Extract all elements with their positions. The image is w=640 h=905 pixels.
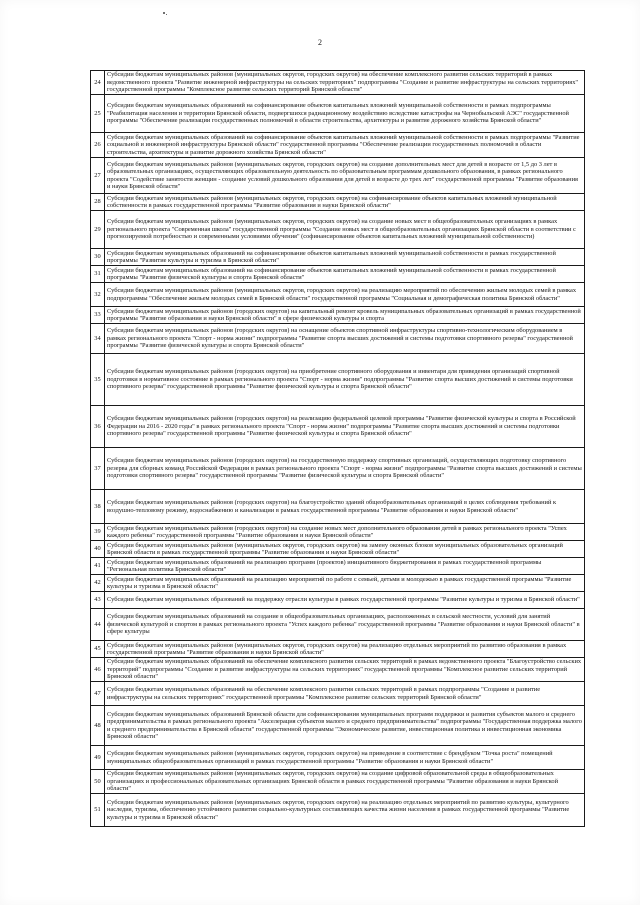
row-number: 35 [91, 354, 105, 406]
row-number: 26 [91, 133, 105, 158]
row-number: 44 [91, 609, 105, 641]
subsidy-table [90, 70, 585, 827]
row-number: 24 [91, 71, 105, 95]
row-description: Субсидии бюджетам муниципальных районов (муниципальных округов, городских округов) на создание дополнительных мест для детей в возрасте от 1,5 до 3 лет в образовательных организациях, осуществляющих образовательную деятельность по образовательным программам дошкольного образования, в рамках регионального проекта "Содействие занятости женщин - создание условий дошкольного образования для детей в возрасте до трех лет" государственной программы "Развитие образования и науки Брянской области" [105, 158, 585, 194]
table-row [91, 592, 585, 609]
table-row [91, 95, 585, 133]
page-number: 2 [318, 38, 322, 47]
row-description: Субсидии бюджетам муниципальных образований на софинансирование объектов капитальных вложений муниципальной собственности в рамках подпрограммы "Реабилитация населения и территории Брянской области, подвергшихся радиационному воздействию вследствие катастрофы на Чернобыльской АЭС" государственной программы "Обеспечение реализации государственных полномочий в области строительства, архитектуры и развитие дорожного хозяйства Брянской области" [105, 95, 585, 133]
row-description: Субсидии бюджетам муниципальных районов (муниципальных округов, городских округов) на замену оконных блоков муниципальных образовательных организаций Брянской области в рамках государственной программы "Развитие образования и науки Брянской области" [105, 541, 585, 558]
row-description: Субсидии бюджетам муниципальных районов (муниципальных округов, городских округов) на софинансирование объектов капитальных вложений муниципальной собственности в рамках государственной программы "Развитие образования и науки Брянской области" [105, 194, 585, 211]
table-row [91, 249, 585, 266]
row-description: Субсидии бюджетам муниципальных образований на обеспечение комплексного развития сельских территорий в рамках подпрограммы "Создание и развитие инфраструктуры на сельских территориях" государственной программы "Комплексное развитие сельских территорий Брянской области" [105, 682, 585, 706]
table-row [91, 448, 585, 490]
table-row [91, 158, 585, 194]
table-row [91, 558, 585, 575]
table-row [91, 706, 585, 746]
table-row [91, 194, 585, 211]
row-number: 30 [91, 249, 105, 266]
row-description: Субсидии бюджетам муниципальных районов (городских округов) на оснащение объектов спортивной инфраструктуры спортивно-технологическим оборудованием в рамках регионального проекта "Спорт - норма жизни" подпрограммы "Развитие спорта высших достижений и системы подготовки спортивного резерва" государственной программы "Развитие физической культуры и спорта Брянской области" [105, 324, 585, 354]
table-row [91, 211, 585, 249]
table-row [91, 133, 585, 158]
row-description: Субсидии бюджетам муниципальных районов (муниципальных округов, городских округов) на создание цифровой образовательной среды в общеобразовательных организациях и профессиональных образовательных организациях Брянской области в рамках государственной программы "Развитие образования и науки Брянской области" [105, 770, 585, 794]
table-row [91, 658, 585, 682]
table-row [91, 770, 585, 794]
row-description: Субсидии бюджетам муниципальных районов (муниципальных округов, городских округов) на приведение в соответствие с брендбуком "Точка роста" помещений муниципальных общеобразовательных организаций в рамках государственной программы "Развитие образования и науки Брянской области" [105, 746, 585, 770]
row-number: 29 [91, 211, 105, 249]
table-row [91, 406, 585, 448]
row-description: Субсидии бюджетам муниципальных образований на создание в общеобразовательных организациях, расположенных в сельской местности, условий для занятий физической культурой и спортом в рамках регионального проекта "Успех каждого ребенка" государственной программы "Развитие образования и науки Брянской области" в сфере культуры [105, 609, 585, 641]
table-row [91, 354, 585, 406]
row-description: Субсидии бюджетам муниципальных районов (муниципальных округов, городских округов) на реализацию отдельных мероприятий по развитию культуры, культурного наследия, туризма, обеспечению устойчивого развития социально-культурных составляющих качества жизни населения в рамках государственной программы "Развитие культуры и туризма в Брянской области" [105, 794, 585, 827]
row-description: Субсидии бюджетам муниципальных районов (городских округов) на создание новых мест дополнительного образования детей в рамках регионального проекта "Успех каждого ребенка" государственной программы "Развитие образования и науки Брянской области" [105, 524, 585, 541]
row-number: 31 [91, 266, 105, 283]
row-description: Субсидии бюджетам муниципальных районов (городских округов) на приобретение спортивного оборудования и инвентаря для приведения организаций спортивной подготовки в нормативное состояние в рамках регионального проекта "Спорт - норма жизни" подпрограммы "Развитие спорта высших достижений и системы подготовки спортивного резерва" государственной программы "Развитие физической культуры и спорта Брянской области" [105, 354, 585, 406]
row-description: Субсидии бюджетам муниципальных образований на поддержку отрасли культуры в рамках государственной программы "Развитие культуры и туризма в Брянской области" [105, 592, 585, 609]
row-description: Субсидии бюджетам муниципальных районов (городских округов) на государственную поддержку спортивных организаций, осуществляющих подготовку спортивного резерва для сборных команд Российской Федерации в рамках регионального проекта "Спорт - норма жизни" подпрограммы "Развитие спорта высших достижений и системы подготовки спортивного резерва" государственной программы "Развитие физической культуры и спорта Брянской области" [105, 448, 585, 490]
row-number: 38 [91, 490, 105, 524]
row-number: 48 [91, 706, 105, 746]
row-description: Субсидии бюджетам муниципальных образований на реализацию программ (проектов) инициативного бюджетирования в рамках государственной программы "Региональная политика Брянской области" [105, 558, 585, 575]
table-row [91, 682, 585, 706]
row-number: 46 [91, 658, 105, 682]
row-description: Субсидии бюджетам муниципальных районов (муниципальных округов, городских округов) на реализацию мероприятий по обеспечению жильем молодых семей в рамках подпрограммы "Обеспечение жильем молодых семей в Брянской области" государственной программы "Социальная и демографическая политика Брянской области" [105, 283, 585, 307]
row-description: Субсидии бюджетам муниципальных районов (муниципальных округов, городских округов) на реализацию отдельных мероприятий по развитию образования в рамках государственной программы "Развитие образования и науки Брянской области" [105, 641, 585, 658]
scan-speck [166, 14, 167, 15]
row-description: Субсидии бюджетам муниципальных районов (городских округов) на реализацию федеральной целевой программы "Развитие физической культуры и спорта в Российской Федерации на 2016 - 2020 годы" в рамках регионального проекта "Спорт - норма жизни" подпрограммы "Развитие спорта высших достижений и системы подготовки спортивного резерва" государственной программы "Развитие физической культуры и спорта Брянской области" [105, 406, 585, 448]
table-row [91, 71, 585, 95]
row-number: 45 [91, 641, 105, 658]
row-number: 50 [91, 770, 105, 794]
row-number: 51 [91, 794, 105, 827]
row-number: 41 [91, 558, 105, 575]
table-row [91, 490, 585, 524]
row-number: 47 [91, 682, 105, 706]
row-description: Субсидии бюджетам муниципальных образований на софинансирование объектов капитальных вложений муниципальной собственности в рамках государственной программы "Развитие физической культуры и спорта Брянской области" [105, 266, 585, 283]
row-number: 43 [91, 592, 105, 609]
row-number: 49 [91, 746, 105, 770]
row-number: 34 [91, 324, 105, 354]
row-description: Субсидии бюджетам муниципальных районов (городских округов) на капитальный ремонт кровель муниципальных образовательных организаций в рамках государственной программы "Развитие образования и науки Брянской области" в сфере физической культуры и спорта [105, 307, 585, 324]
row-number: 36 [91, 406, 105, 448]
row-number: 32 [91, 283, 105, 307]
row-number: 42 [91, 575, 105, 592]
row-number: 39 [91, 524, 105, 541]
row-description: Субсидии бюджетам муниципальных образований Брянской области для софинансирования муниципальных программ поддержки и развития субъектов малого и среднего предпринимательства в рамках регионального проекта "Акселерация субъектов малого и среднего предпринимательства" подпрограммы "Государственная поддержка малого и среднего предпринимательства в Брянской области" государственной программы "Экономическое развитие, инвестиционная политика и инвестиционная экономика Брянской области" [105, 706, 585, 746]
table-row [91, 307, 585, 324]
row-description: Субсидии бюджетам муниципальных образований на софинансирование объектов капитальных вложений муниципальной собственности в рамках государственной программы "Развитие культуры и туризма в Брянской области" [105, 249, 585, 266]
row-description: Субсидии бюджетам муниципальных районов (муниципальных округов, городских округов) на создание новых мест в общеобразовательных организациях в рамках регионального проекта "Современная школа" государственной программы "Создание новых мест в общеобразовательных организациях Брянской области в соответствии с прогнозируемой потребностью и современными условиями обучения" (софинансирование объектов капитальных вложений муниципальной собственности) [105, 211, 585, 249]
row-description: Субсидии бюджетам муниципальных образований на обеспечение комплексного развития сельских территорий в рамках ведомственного проекта "Благоустройство сельских территорий" подпрограммы "Создание и развитие инфраструктуры на сельских территориях" государственной программы "Комплексное развитие сельских территорий Брянской области" [105, 658, 585, 682]
row-description: Субсидии бюджетам муниципальных образований на софинансирование объектов капитальных вложений муниципальной собственности в рамках подпрограммы "Развитие социальной и инженерной инфраструктуры Брянской области" государственной программы "Обеспечение реализации государственных полномочий в области строительства, архитектуры и развитие дорожного хозяйства Брянской области" [105, 133, 585, 158]
table-row [91, 575, 585, 592]
table-row [91, 541, 585, 558]
row-number: 37 [91, 448, 105, 490]
table-row [91, 283, 585, 307]
table-row [91, 266, 585, 283]
row-description: Субсидии бюджетам муниципальных районов (городских округов) на благоустройство зданий общеобразовательных организаций в целях соблюдения требований к воздушно-тепловому режиму, водоснабжению и канализации в рамках государственной программы "Развитие образования и науки Брянской области" [105, 490, 585, 524]
table-row [91, 794, 585, 827]
row-number: 28 [91, 194, 105, 211]
table-row [91, 324, 585, 354]
table-row [91, 641, 585, 658]
row-description: Субсидии бюджетам муниципальных районов (муниципальных округов, городских округов) на обеспечение комплексного развития сельских территорий в рамках ведомственного проекта "Развитие инженерной инфраструктуры на сельских территориях" подпрограммы "Создание и развитие инфраструктуры на сельских территориях" государственной программы "Комплексное развитие сельских территорий Брянской области" [105, 71, 585, 95]
row-number: 40 [91, 541, 105, 558]
table-row [91, 746, 585, 770]
table-row [91, 609, 585, 641]
scan-speck [163, 12, 165, 14]
table-row [91, 524, 585, 541]
row-number: 33 [91, 307, 105, 324]
subsidy-table-body [91, 71, 585, 827]
row-description: Субсидии бюджетам муниципальных образований на реализацию мероприятий по работе с семьей, детьми и молодежью в рамках государственной программы "Развитие культуры и туризма в Брянской области" [105, 575, 585, 592]
row-number: 27 [91, 158, 105, 194]
row-number: 25 [91, 95, 105, 133]
